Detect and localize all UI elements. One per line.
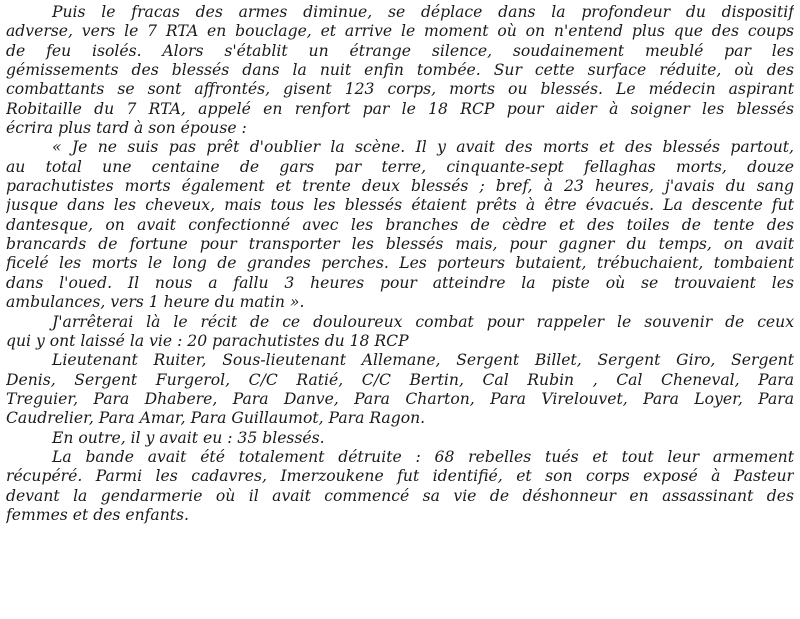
- text-line: dans l'oued. Il nous a fallu 3 heures pour atteindre la piste où se trouvaient les: [6, 273, 794, 292]
- text-line: jusque dans les cheveux, mais tous les blessés étaient prêts à être évacués. La descente fut: [6, 196, 794, 215]
- text-line: femmes et des enfants.: [6, 505, 189, 524]
- text-line: devant la gendarmerie où il avait commencé sa vie de déshonneur en assassinant des: [6, 486, 794, 505]
- text-line: ambulances, vers 1 heure du matin ».: [6, 293, 305, 312]
- text-line: La bande avait été totalement détruite : 68 rebelles tués et tout leur armement: [52, 447, 794, 466]
- text-line: au total une centaine de gars par terre, cinquante-sept fellaghas morts, douze: [6, 157, 794, 176]
- text-line: écrira plus tard à son épouse :: [6, 119, 247, 138]
- text-line: adverse, vers le 7 RTA en bouclage, et arrive le moment où on n'entend plus que des coups: [6, 22, 794, 41]
- text-line: combattants se sont affrontés, gisent 123 corps, morts ou blessés. Le médecin aspirant: [6, 80, 794, 99]
- text-line: parachutistes morts également et trente deux blessés ; bref, à 23 heures, j'avais du sang: [6, 177, 794, 196]
- text-line: Treguier, Para Dhabere, Para Danve, Para Charton, Para Virelouvet, Para Loyer, Para: [6, 389, 794, 408]
- text-line: qui y ont laissé la vie : 20 parachutistes du 18 RCP: [6, 331, 409, 350]
- text-line: gémissements des blessés dans la nuit enfin tombée. Sur cette surface réduite, où des: [6, 61, 794, 80]
- text-line: J'arrêterai là le récit de ce douloureux combat pour rappeler le souvenir de ceux: [52, 312, 794, 331]
- text-line: Caudrelier, Para Amar, Para Guillaumot, Para Ragon.: [6, 409, 426, 428]
- text-line: Robitaille du 7 RTA, appelé en renfort par le 18 RCP pour aider à soigner les blessés: [6, 99, 794, 118]
- text-line: En outre, il y avait eu : 35 blessés.: [52, 428, 325, 447]
- text-line: Denis, Sergent Furgerol, C/C Ratié, C/C Bertin, Cal Rubin , Cal Cheneval, Para: [6, 370, 794, 389]
- text-line: Lieutenant Ruiter, Sous-lieutenant Allemane, Sergent Billet, Sergent Giro, Sergent: [52, 351, 794, 370]
- text-line: « Je ne suis pas prêt d'oublier la scène. Il y avait des morts et des blessés partout,: [52, 138, 794, 157]
- text-line: de feu isolés. Alors s'établit un étrange silence, soudainement meublé par les: [6, 41, 794, 60]
- text-line: Puis le fracas des armes diminue, se déplace dans la profondeur du dispositif: [52, 3, 794, 21]
- text-line: dantesque, on avait confectionné avec les branches de cèdre et des toiles de tente des: [6, 215, 794, 234]
- text-line: brancards de fortune pour transporter les blessés mais, pour gagner du temps, on avait: [6, 235, 794, 254]
- text-line: ficelé les morts le long de grandes perches. Les porteurs butaient, trébuchaient, tombaient: [6, 254, 794, 273]
- text-line: récupéré. Parmi les cadavres, Imerzoukene fut identifié, et son corps exposé à Pasteur: [6, 467, 794, 486]
